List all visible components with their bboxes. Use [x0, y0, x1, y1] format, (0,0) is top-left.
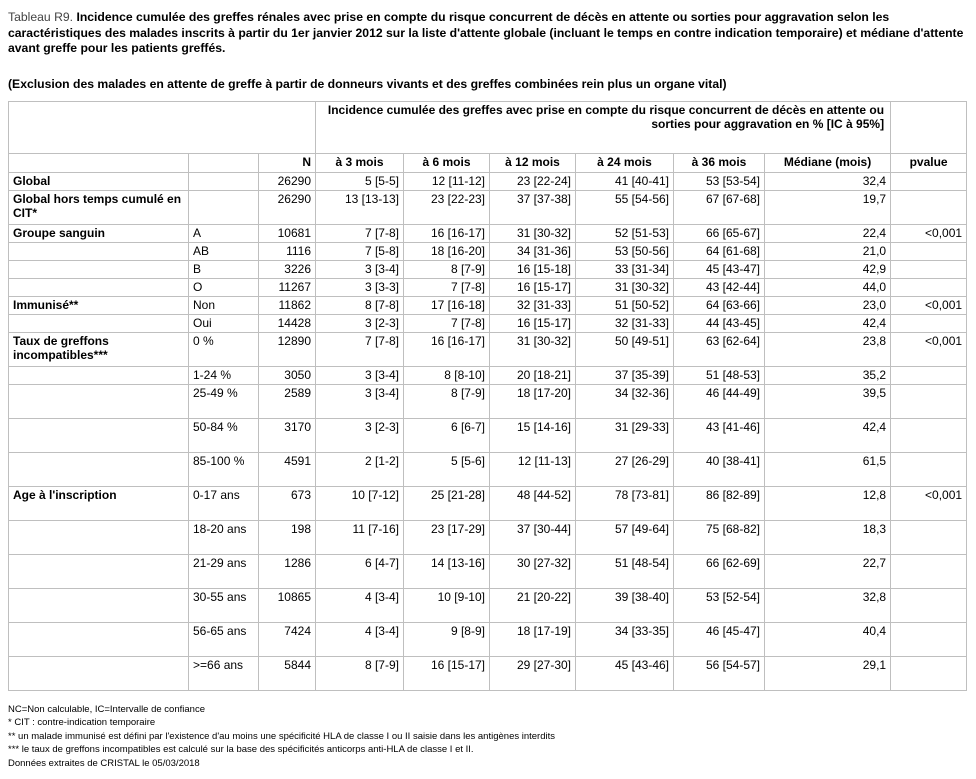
cell-6-months: 9 [8-9]	[404, 623, 490, 657]
cell-12-months: 12 [11-13]	[490, 453, 576, 487]
cell-6-months: 5 [5-6]	[404, 453, 490, 487]
table-row	[9, 623, 967, 657]
table-row	[9, 657, 967, 691]
row-variable: Global hors temps cumulé en CIT*	[9, 191, 189, 225]
cell-36-months: 53 [52-54]	[674, 589, 765, 623]
cell-12-months: 21 [20-22]	[490, 589, 576, 623]
cell-n: 2589	[259, 385, 316, 419]
cell-3-months: 3 [3-3]	[316, 279, 404, 297]
cell-pvalue	[891, 367, 967, 385]
cell-median: 32,4	[765, 173, 891, 191]
row-variable	[9, 657, 189, 691]
cell-36-months: 56 [54-57]	[674, 657, 765, 691]
cell-n: 26290	[259, 191, 316, 225]
header-blank-cell	[9, 102, 316, 154]
cell-pvalue: <0,001	[891, 297, 967, 315]
cell-24-months: 45 [43-46]	[576, 657, 674, 691]
cell-12-months: 16 [15-17]	[490, 315, 576, 333]
column-header-12-months: à 12 mois	[490, 154, 576, 173]
cell-12-months: 34 [31-36]	[490, 243, 576, 261]
row-variable: Immunisé**	[9, 297, 189, 315]
cell-12-months: 48 [44-52]	[490, 487, 576, 521]
cell-36-months: 46 [44-49]	[674, 385, 765, 419]
cell-6-months: 23 [17-29]	[404, 521, 490, 555]
cell-12-months: 18 [17-20]	[490, 385, 576, 419]
column-header-24-months: à 24 mois	[576, 154, 674, 173]
table-row	[9, 191, 967, 225]
cell-12-months: 16 [15-18]	[490, 261, 576, 279]
row-variable	[9, 623, 189, 657]
row-category: Non	[189, 297, 259, 315]
cell-12-months: 29 [27-30]	[490, 657, 576, 691]
cell-median: 21,0	[765, 243, 891, 261]
footnotes	[8, 703, 908, 770]
row-category: B	[189, 261, 259, 279]
table-row	[9, 243, 967, 261]
cell-12-months: 31 [30-32]	[490, 225, 576, 243]
footnote: *** le taux de greffons incompatibles est calculé sur la base des spécificités anticorps anti-HLA de classe I et II.	[8, 744, 474, 756]
table-row	[9, 419, 967, 453]
cell-pvalue	[891, 453, 967, 487]
cell-3-months: 3 [3-4]	[316, 367, 404, 385]
cell-n: 1286	[259, 555, 316, 589]
cell-median: 23,8	[765, 333, 891, 367]
row-category	[189, 191, 259, 225]
cell-pvalue	[891, 243, 967, 261]
footnote: * CIT : contre-indication temporaire	[8, 717, 156, 729]
cell-24-months: 55 [54-56]	[576, 191, 674, 225]
cell-3-months: 3 [3-4]	[316, 261, 404, 279]
cell-median: 18,3	[765, 521, 891, 555]
row-variable: Groupe sanguin	[9, 225, 189, 243]
table-row	[9, 297, 967, 315]
table-row	[9, 315, 967, 333]
cell-n: 1116	[259, 243, 316, 261]
cell-n: 3170	[259, 419, 316, 453]
cell-pvalue	[891, 589, 967, 623]
cell-median: 40,4	[765, 623, 891, 657]
cell-6-months: 16 [15-17]	[404, 657, 490, 691]
cell-n: 3226	[259, 261, 316, 279]
cell-6-months: 16 [16-17]	[404, 333, 490, 367]
cell-36-months: 75 [68-82]	[674, 521, 765, 555]
cell-median: 42,4	[765, 315, 891, 333]
header-blank-cell	[891, 102, 967, 154]
cell-median: 42,9	[765, 261, 891, 279]
cell-6-months: 18 [16-20]	[404, 243, 490, 261]
table-row	[9, 333, 967, 367]
row-variable	[9, 261, 189, 279]
cell-pvalue	[891, 279, 967, 297]
row-category: 30-55 ans	[189, 589, 259, 623]
cell-3-months: 4 [3-4]	[316, 589, 404, 623]
row-variable: Global	[9, 173, 189, 191]
cell-median: 32,8	[765, 589, 891, 623]
cell-pvalue	[891, 173, 967, 191]
row-category: 18-20 ans	[189, 521, 259, 555]
cell-12-months: 20 [18-21]	[490, 367, 576, 385]
cell-6-months: 17 [16-18]	[404, 297, 490, 315]
row-category: 1-24 %	[189, 367, 259, 385]
cell-36-months: 46 [45-47]	[674, 623, 765, 657]
cell-12-months: 23 [22-24]	[490, 173, 576, 191]
cell-12-months: 31 [30-32]	[490, 333, 576, 367]
cell-n: 10865	[259, 589, 316, 623]
cell-median: 44,0	[765, 279, 891, 297]
table-body	[9, 173, 967, 691]
column-header	[9, 154, 189, 173]
cell-n: 11862	[259, 297, 316, 315]
table-row	[9, 225, 967, 243]
cell-3-months: 11 [7-16]	[316, 521, 404, 555]
cell-12-months: 37 [30-44]	[490, 521, 576, 555]
table-row	[9, 279, 967, 297]
row-category: 50-84 %	[189, 419, 259, 453]
column-header-6-months: à 6 mois	[404, 154, 490, 173]
row-category	[189, 173, 259, 191]
footnote: NC=Non calculable, IC=Intervalle de confiance	[8, 704, 205, 715]
cell-pvalue: <0,001	[891, 333, 967, 367]
table-row	[9, 261, 967, 279]
cell-n: 14428	[259, 315, 316, 333]
cell-36-months: 66 [62-69]	[674, 555, 765, 589]
cell-median: 42,4	[765, 419, 891, 453]
table-subtitle: (Exclusion des malades en attente de greffe à partir de donneurs vivants et des greffes combinées rein plus un organe vital)	[8, 77, 727, 91]
row-variable	[9, 555, 189, 589]
row-category: A	[189, 225, 259, 243]
row-variable	[9, 589, 189, 623]
cell-median: 35,2	[765, 367, 891, 385]
cell-12-months: 18 [17-19]	[490, 623, 576, 657]
cell-n: 673	[259, 487, 316, 521]
cell-3-months: 13 [13-13]	[316, 191, 404, 225]
cell-3-months: 8 [7-9]	[316, 657, 404, 691]
cell-36-months: 86 [82-89]	[674, 487, 765, 521]
row-variable	[9, 419, 189, 453]
cell-24-months: 31 [29-33]	[576, 419, 674, 453]
cell-24-months: 39 [38-40]	[576, 589, 674, 623]
cell-6-months: 8 [8-10]	[404, 367, 490, 385]
cell-6-months: 7 [7-8]	[404, 315, 490, 333]
cell-36-months: 64 [61-68]	[674, 243, 765, 261]
cell-pvalue: <0,001	[891, 487, 967, 521]
row-category: 21-29 ans	[189, 555, 259, 589]
cell-6-months: 8 [7-9]	[404, 385, 490, 419]
cell-24-months: 34 [32-36]	[576, 385, 674, 419]
cell-12-months: 37 [37-38]	[490, 191, 576, 225]
cell-6-months: 12 [11-12]	[404, 173, 490, 191]
cell-median: 39,5	[765, 385, 891, 419]
cell-n: 11267	[259, 279, 316, 297]
cell-3-months: 7 [7-8]	[316, 333, 404, 367]
cell-n: 26290	[259, 173, 316, 191]
cell-3-months: 4 [3-4]	[316, 623, 404, 657]
cell-24-months: 34 [33-35]	[576, 623, 674, 657]
table-row	[9, 555, 967, 589]
cell-36-months: 51 [48-53]	[674, 367, 765, 385]
cell-3-months: 3 [2-3]	[316, 419, 404, 453]
cell-12-months: 30 [27-32]	[490, 555, 576, 589]
row-category: 0-17 ans	[189, 487, 259, 521]
cell-6-months: 8 [7-9]	[404, 261, 490, 279]
row-variable	[9, 385, 189, 419]
cell-6-months: 6 [6-7]	[404, 419, 490, 453]
cell-3-months: 10 [7-12]	[316, 487, 404, 521]
table-row	[9, 385, 967, 419]
cell-3-months: 3 [2-3]	[316, 315, 404, 333]
row-variable	[9, 367, 189, 385]
row-variable	[9, 521, 189, 555]
footnote: Données extraites de CRISTAL le 05/03/2018	[8, 757, 200, 769]
cell-n: 10681	[259, 225, 316, 243]
cell-12-months: 15 [14-16]	[490, 419, 576, 453]
incidence-table	[8, 101, 967, 691]
cell-3-months: 5 [5-5]	[316, 173, 404, 191]
cell-36-months: 66 [65-67]	[674, 225, 765, 243]
group-header-row	[9, 102, 967, 154]
cell-n: 7424	[259, 623, 316, 657]
cell-6-months: 25 [21-28]	[404, 487, 490, 521]
row-variable	[9, 243, 189, 261]
column-header	[189, 154, 259, 173]
cell-median: 19,7	[765, 191, 891, 225]
cell-median: 29,1	[765, 657, 891, 691]
column-header-row	[9, 154, 967, 173]
cell-median: 22,4	[765, 225, 891, 243]
cell-24-months: 57 [49-64]	[576, 521, 674, 555]
cell-6-months: 23 [22-23]	[404, 191, 490, 225]
cell-6-months: 16 [16-17]	[404, 225, 490, 243]
row-category: 25-49 %	[189, 385, 259, 419]
row-category: O	[189, 279, 259, 297]
cell-median: 23,0	[765, 297, 891, 315]
cell-pvalue	[891, 657, 967, 691]
cell-24-months: 32 [31-33]	[576, 315, 674, 333]
column-header-n: N	[259, 154, 316, 173]
cell-24-months: 37 [35-39]	[576, 367, 674, 385]
column-header-3-months: à 3 mois	[316, 154, 404, 173]
cell-24-months: 27 [26-29]	[576, 453, 674, 487]
cell-24-months: 31 [30-32]	[576, 279, 674, 297]
table-title-text: Incidence cumulée des greffes rénales avec prise en compte du risque concurrent de décès en attente ou sorties pour aggravation selon les caractéristiques des malades inscrits à partir du 1er janvier 2012 sur la liste d'attente globale (incluant le temps en contre indication temporaire) et médiane d'attente avant greffe pour les patients greffés.	[8, 10, 964, 55]
cell-24-months: 53 [50-56]	[576, 243, 674, 261]
cell-n: 198	[259, 521, 316, 555]
cell-pvalue	[891, 191, 967, 225]
column-header-median: Médiane (mois)	[765, 154, 891, 173]
row-category: 85-100 %	[189, 453, 259, 487]
cell-pvalue	[891, 623, 967, 657]
cell-n: 5844	[259, 657, 316, 691]
cell-pvalue	[891, 261, 967, 279]
table-row	[9, 521, 967, 555]
row-category: >=66 ans	[189, 657, 259, 691]
cell-24-months: 41 [40-41]	[576, 173, 674, 191]
cell-pvalue	[891, 555, 967, 589]
cell-6-months: 10 [9-10]	[404, 589, 490, 623]
cell-24-months: 33 [31-34]	[576, 261, 674, 279]
cell-n: 4591	[259, 453, 316, 487]
cell-3-months: 3 [3-4]	[316, 385, 404, 419]
cell-pvalue	[891, 419, 967, 453]
cell-12-months: 32 [31-33]	[490, 297, 576, 315]
table-row	[9, 487, 967, 521]
cell-pvalue	[891, 315, 967, 333]
cell-24-months: 78 [73-81]	[576, 487, 674, 521]
row-category: 56-65 ans	[189, 623, 259, 657]
cell-36-months: 43 [42-44]	[674, 279, 765, 297]
table-row	[9, 453, 967, 487]
row-category: AB	[189, 243, 259, 261]
row-variable: Taux de greffons incompatibles***	[9, 333, 189, 367]
cell-pvalue	[891, 521, 967, 555]
cell-median: 61,5	[765, 453, 891, 487]
column-header-pvalue: pvalue	[891, 154, 967, 173]
cell-6-months: 14 [13-16]	[404, 555, 490, 589]
row-variable	[9, 315, 189, 333]
cell-3-months: 7 [5-8]	[316, 243, 404, 261]
table-row	[9, 589, 967, 623]
cell-36-months: 43 [41-46]	[674, 419, 765, 453]
cell-36-months: 67 [67-68]	[674, 191, 765, 225]
cell-24-months: 51 [50-52]	[576, 297, 674, 315]
cell-36-months: 53 [53-54]	[674, 173, 765, 191]
group-header-cell: Incidence cumulée des greffes avec prise en compte du risque concurrent de décès en attente ou sorties pour aggravation en % [IC à 95%]	[316, 102, 891, 154]
cell-6-months: 7 [7-8]	[404, 279, 490, 297]
cell-3-months: 2 [1-2]	[316, 453, 404, 487]
cell-36-months: 44 [43-45]	[674, 315, 765, 333]
cell-pvalue: <0,001	[891, 225, 967, 243]
cell-36-months: 45 [43-47]	[674, 261, 765, 279]
cell-36-months: 63 [62-64]	[674, 333, 765, 367]
cell-24-months: 52 [51-53]	[576, 225, 674, 243]
row-variable	[9, 279, 189, 297]
cell-median: 22,7	[765, 555, 891, 589]
cell-12-months: 16 [15-17]	[490, 279, 576, 297]
table-title	[8, 10, 970, 57]
cell-n: 12890	[259, 333, 316, 367]
column-header-36-months: à 36 mois	[674, 154, 765, 173]
cell-pvalue	[891, 385, 967, 419]
table-row	[9, 367, 967, 385]
footnote: ** un malade immunisé est défini par l'existence d'au moins une spécificité HLA de classe I ou II saisie dans les antigènes interdits	[8, 730, 556, 742]
cell-3-months: 6 [4-7]	[316, 555, 404, 589]
cell-median: 12,8	[765, 487, 891, 521]
table-label: Tableau R9.	[8, 10, 74, 24]
cell-36-months: 64 [63-66]	[674, 297, 765, 315]
cell-n: 3050	[259, 367, 316, 385]
cell-36-months: 40 [38-41]	[674, 453, 765, 487]
row-category: Oui	[189, 315, 259, 333]
cell-24-months: 50 [49-51]	[576, 333, 674, 367]
row-category: 0 %	[189, 333, 259, 367]
table-row	[9, 173, 967, 191]
cell-3-months: 8 [7-8]	[316, 297, 404, 315]
row-variable: Age à l'inscription	[9, 487, 189, 521]
cell-3-months: 7 [7-8]	[316, 225, 404, 243]
cell-24-months: 51 [48-54]	[576, 555, 674, 589]
row-variable	[9, 453, 189, 487]
